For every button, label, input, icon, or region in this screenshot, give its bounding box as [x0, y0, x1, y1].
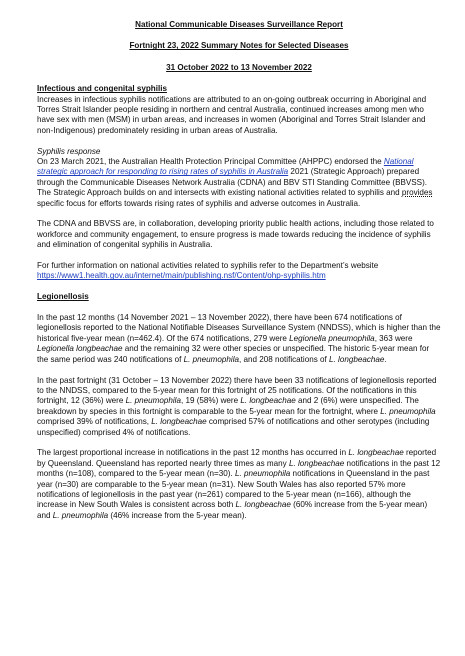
text-run: , and 208 notifications of: [239, 354, 330, 364]
species-name: Legionella pneumophila: [289, 333, 375, 343]
species-name: L. pneumophila: [183, 354, 240, 364]
report-title: National Communicable Diseases Surveillance Report: [135, 20, 343, 29]
legionellosis-paragraph-3: [37, 448, 441, 521]
strategic-approach-link[interactable]: National strategic approach for responding to rising rates of syphilis in Australia: [37, 157, 414, 177]
section-title-legionellosis: Legionellosis: [37, 292, 89, 302]
text-run: and the remaining 32 were other species or unspecified. The historic 5-year mean for the same period was 240 notifications of: [37, 344, 430, 364]
syphilis-paragraph-2: [37, 157, 441, 209]
text-run: reported by Queensland. Queensland has reported nearly three times as many: [37, 448, 437, 468]
syphilis-paragraph-3: The CDNA and BBVSS are, in collaboration, developing priority public health actions, including those related to workforce and community engagement, to ensure progress is made towards reducing the incidence of syphilis and elimination of congenital syphilis in Australia.: [37, 219, 434, 250]
text-run: (46% increase from the 5-year mean).: [108, 510, 247, 520]
spellcheck-word: provides: [401, 188, 433, 198]
species-name: L. longbeachae: [348, 448, 404, 458]
text-run: notifications in the past 12 months (n=108), compared to the 5-year mean (n=30).: [37, 458, 441, 479]
report-subtitle: Fortnight 23, 2022 Summary Notes for Selected Diseases: [129, 41, 349, 51]
syphilis-paragraph-4: [37, 261, 441, 282]
text-run: and 2 (6%) were unspecified. The breakdown by species in this fortnight is comparable to the 5-year mean for the fortnight, where: [37, 396, 419, 416]
species-name: L. pneumophila: [125, 396, 181, 406]
species-name: Legionella longbeachae: [37, 344, 123, 354]
text-run: In the past 12 months (14 November 2021 – 13 November 2022), there have been 674 notifications of legionellosis reported to the National Notifiable Diseases Surveillance System (NNDSS), which is higher than the historical five-year mean (n=462.4). Of the 674 notifications, 279 were: [37, 313, 441, 343]
species-name: L. pneumophila: [380, 406, 436, 416]
syphilis-paragraph-1: Increases in infectious syphilis notifications are attributed to an on-going outbreak occurring in Aboriginal and Torres Strait Islander people residing in northern and central Australia, continued increases among men who have sex with men (MSM) in urban areas, and increases in women (Aboriginal and Torres Strait Islander and non-Indigenous) predominately residing in urban areas of Australia.: [37, 94, 427, 135]
text-run: For further information on national activities related to syphilis refer to the Department’s website: [37, 261, 379, 271]
text-run: On 23 March 2021, the Australian Health Protection Principal Committee (AHPPC) endorsed the: [37, 157, 384, 167]
text-run: , 19 (58%) were: [180, 396, 241, 406]
species-name: L. longbeachae: [235, 500, 291, 510]
text-run: notifications in Queensland in the past year (n=30) are comparable to the 5-year mean (n=31). New South Wales has also reported 57% more notifications of legionellosis in the past year (n=261) compared to the 5-year mean (n=166), although the increase in New South Wales is consistent across both: [37, 469, 430, 510]
text-run: comprised 57% of notifications and other serotypes (including unspecified) comprised 4% of notifications.: [37, 417, 430, 437]
text-run: 2021 (Strategic Approach) prepared through the Communicable Diseases Network Australia (CDNA) and BBV STI Standing Committee (BBVSS). The Strategic Approach builds on and intersects with existing national activities related to syphilis and: [37, 167, 428, 198]
department-website-link[interactable]: https://www1.health.gov.au/internet/main/publishing.nsf/Content/ohp-syphilis.htm: [37, 271, 326, 281]
text-run: , 363 were: [374, 333, 413, 343]
species-name: L. pneumophila: [234, 469, 291, 479]
text-run: (60% increase from the 5-year mean) and: [37, 500, 428, 520]
text-run: comprised 39% of notifications,: [37, 417, 152, 427]
legionellosis-paragraph-1: [37, 313, 441, 365]
text-run: In the past fortnight (31 October – 13 November 2022) there have been 33 notifications of legionellosis reported to the NNDSS, compared to the 5-year mean for this fortnight of 25 notifications. Of the notifications in this fortnight, 12 (36%) were: [37, 375, 437, 406]
text-run: .: [384, 354, 387, 364]
species-name: L. longbeachae: [240, 396, 296, 406]
species-name: L. longbeachae: [329, 354, 385, 364]
report-date-range: 31 October 2022 to 13 November 2022: [166, 62, 312, 72]
species-name: L. pneumophila: [52, 510, 109, 520]
species-name: L. longbeachae: [288, 458, 345, 468]
species-name: L. longbeachae: [151, 417, 207, 427]
legionellosis-paragraph-2: [37, 376, 441, 438]
syphilis-response-heading: Syphilis response: [37, 146, 101, 156]
text-run: The largest proportional increase in notifications in the past 12 months has occurred in: [37, 448, 349, 458]
text-run: specific focus for efforts towards rising rates of syphilis and adverse outcomes in Australia.: [37, 198, 361, 208]
section-title-syphilis: Infectious and congenital syphilis: [37, 84, 167, 94]
